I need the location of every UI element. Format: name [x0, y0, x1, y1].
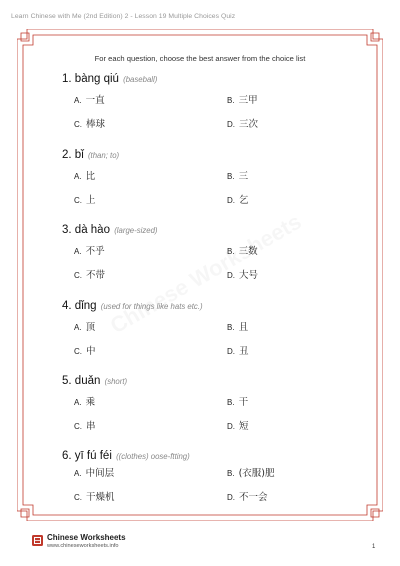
- option-letter: D.: [227, 493, 235, 502]
- question-hint: (than; to): [87, 151, 120, 160]
- option-text: 且: [238, 322, 249, 333]
- option-letter: D.: [227, 120, 235, 129]
- question-pinyin: dà hào: [74, 224, 110, 236]
- option-c[interactable]: [74, 196, 96, 206]
- option-letter: C.: [74, 422, 82, 431]
- option-text: 三数: [238, 246, 258, 257]
- option-d[interactable]: [227, 196, 249, 206]
- question-3: [62, 223, 362, 281]
- option-text: 短: [239, 421, 249, 432]
- option-d[interactable]: [227, 271, 258, 281]
- question-number: 6.: [62, 450, 72, 462]
- option-letter: B.: [227, 247, 235, 256]
- option-d[interactable]: [227, 120, 258, 130]
- question-pinyin: bǐ: [74, 149, 84, 161]
- option-text: (衣服)肥: [238, 468, 275, 479]
- question-2: [62, 148, 362, 206]
- option-letter: A.: [74, 323, 82, 332]
- option-a[interactable]: [74, 96, 105, 106]
- page-number: 1: [372, 544, 376, 550]
- option-c[interactable]: [74, 120, 105, 130]
- option-a[interactable]: [74, 469, 114, 479]
- question-6: [62, 449, 362, 503]
- option-text: 棒球: [86, 119, 106, 130]
- question-title: [62, 299, 362, 314]
- question-number: 4.: [62, 300, 72, 312]
- option-text: 三次: [239, 119, 259, 130]
- option-a[interactable]: [74, 323, 95, 333]
- option-c[interactable]: [74, 493, 115, 503]
- option-c[interactable]: [74, 271, 105, 281]
- option-letter: A.: [74, 398, 82, 407]
- option-letter: C.: [74, 196, 82, 205]
- option-letter: D.: [227, 347, 235, 356]
- question-pinyin: yī fú féi: [74, 450, 112, 462]
- option-letter: D.: [227, 196, 235, 205]
- question-title: [62, 449, 362, 464]
- footer-brand: Chinese Worksheets: [47, 533, 126, 542]
- question-pinyin: duǎn: [74, 375, 101, 387]
- option-text: 干: [238, 397, 249, 408]
- option-letter: A.: [74, 96, 82, 105]
- option-b[interactable]: [227, 398, 248, 408]
- option-c[interactable]: [74, 422, 96, 432]
- option-text: 上: [86, 195, 96, 206]
- option-text: 乞: [239, 195, 249, 206]
- option-b[interactable]: [227, 96, 258, 106]
- option-text: 比: [85, 171, 96, 182]
- option-text: 干燥机: [86, 492, 115, 503]
- option-text: 三: [238, 171, 249, 182]
- question-1: [62, 72, 362, 130]
- option-text: 三甲: [238, 95, 258, 106]
- option-letter: A.: [74, 469, 82, 478]
- question-hint: (large-sized): [114, 226, 158, 235]
- question-number: 2.: [62, 149, 72, 161]
- option-letter: B.: [227, 398, 235, 407]
- option-b[interactable]: [227, 323, 248, 333]
- option-text: 串: [86, 421, 96, 432]
- option-letter: B.: [227, 96, 235, 105]
- question-4: [62, 299, 362, 357]
- question-hint: ((clothes) oose-ftting): [116, 452, 190, 461]
- option-letter: A.: [74, 247, 82, 256]
- question-number: 5.: [62, 375, 72, 387]
- question-title: [62, 72, 362, 87]
- question-hint: (used for things like hats etc.): [100, 302, 203, 311]
- option-text: 乘: [85, 397, 96, 408]
- option-text: 顶: [85, 322, 96, 333]
- option-letter: C.: [74, 493, 82, 502]
- option-a[interactable]: [74, 172, 95, 182]
- question-number: 1.: [62, 73, 72, 85]
- footer-url-link[interactable]: www.chineseworksheets.info: [47, 543, 119, 549]
- option-d[interactable]: [227, 493, 268, 503]
- option-text: 不乎: [85, 246, 105, 257]
- option-a[interactable]: [74, 398, 95, 408]
- option-text: 中: [86, 346, 96, 357]
- option-b[interactable]: [227, 172, 248, 182]
- option-b[interactable]: [227, 469, 274, 479]
- option-text: 一直: [85, 95, 105, 106]
- option-text: 不一会: [239, 492, 268, 503]
- option-d[interactable]: [227, 422, 249, 432]
- option-text: 大号: [239, 270, 259, 281]
- option-letter: A.: [74, 172, 82, 181]
- option-letter: C.: [74, 271, 82, 280]
- option-a[interactable]: [74, 247, 105, 257]
- option-letter: C.: [74, 120, 82, 129]
- option-text: 中间层: [85, 468, 115, 479]
- question-title: [62, 374, 362, 389]
- question-hint: (baseball): [123, 75, 158, 84]
- option-letter: B.: [227, 323, 235, 332]
- question-hint: (short): [104, 377, 128, 386]
- question-pinyin: dǐng: [74, 300, 97, 312]
- question-title: [62, 223, 362, 238]
- option-text: 不带: [86, 270, 106, 281]
- option-letter: D.: [227, 271, 235, 280]
- instruction-text: For each question, choose the best answer from the choice list: [94, 54, 306, 63]
- option-letter: D.: [227, 422, 235, 431]
- option-c[interactable]: [74, 347, 96, 357]
- question-title: [62, 148, 362, 163]
- option-d[interactable]: [227, 347, 249, 357]
- option-letter: B.: [227, 172, 235, 181]
- question-number: 3.: [62, 224, 72, 236]
- document-title: Learn Chinese with Me (2nd Edition) 2 - Lesson 19 Multiple Choices Quiz: [11, 13, 236, 20]
- worksheet-logo-icon: [32, 535, 43, 546]
- question-5: [62, 374, 362, 432]
- question-pinyin: bàng qiú: [74, 73, 119, 85]
- option-letter: C.: [74, 347, 82, 356]
- option-b[interactable]: [227, 247, 258, 257]
- option-letter: B.: [227, 469, 235, 478]
- option-text: 丑: [239, 346, 249, 357]
